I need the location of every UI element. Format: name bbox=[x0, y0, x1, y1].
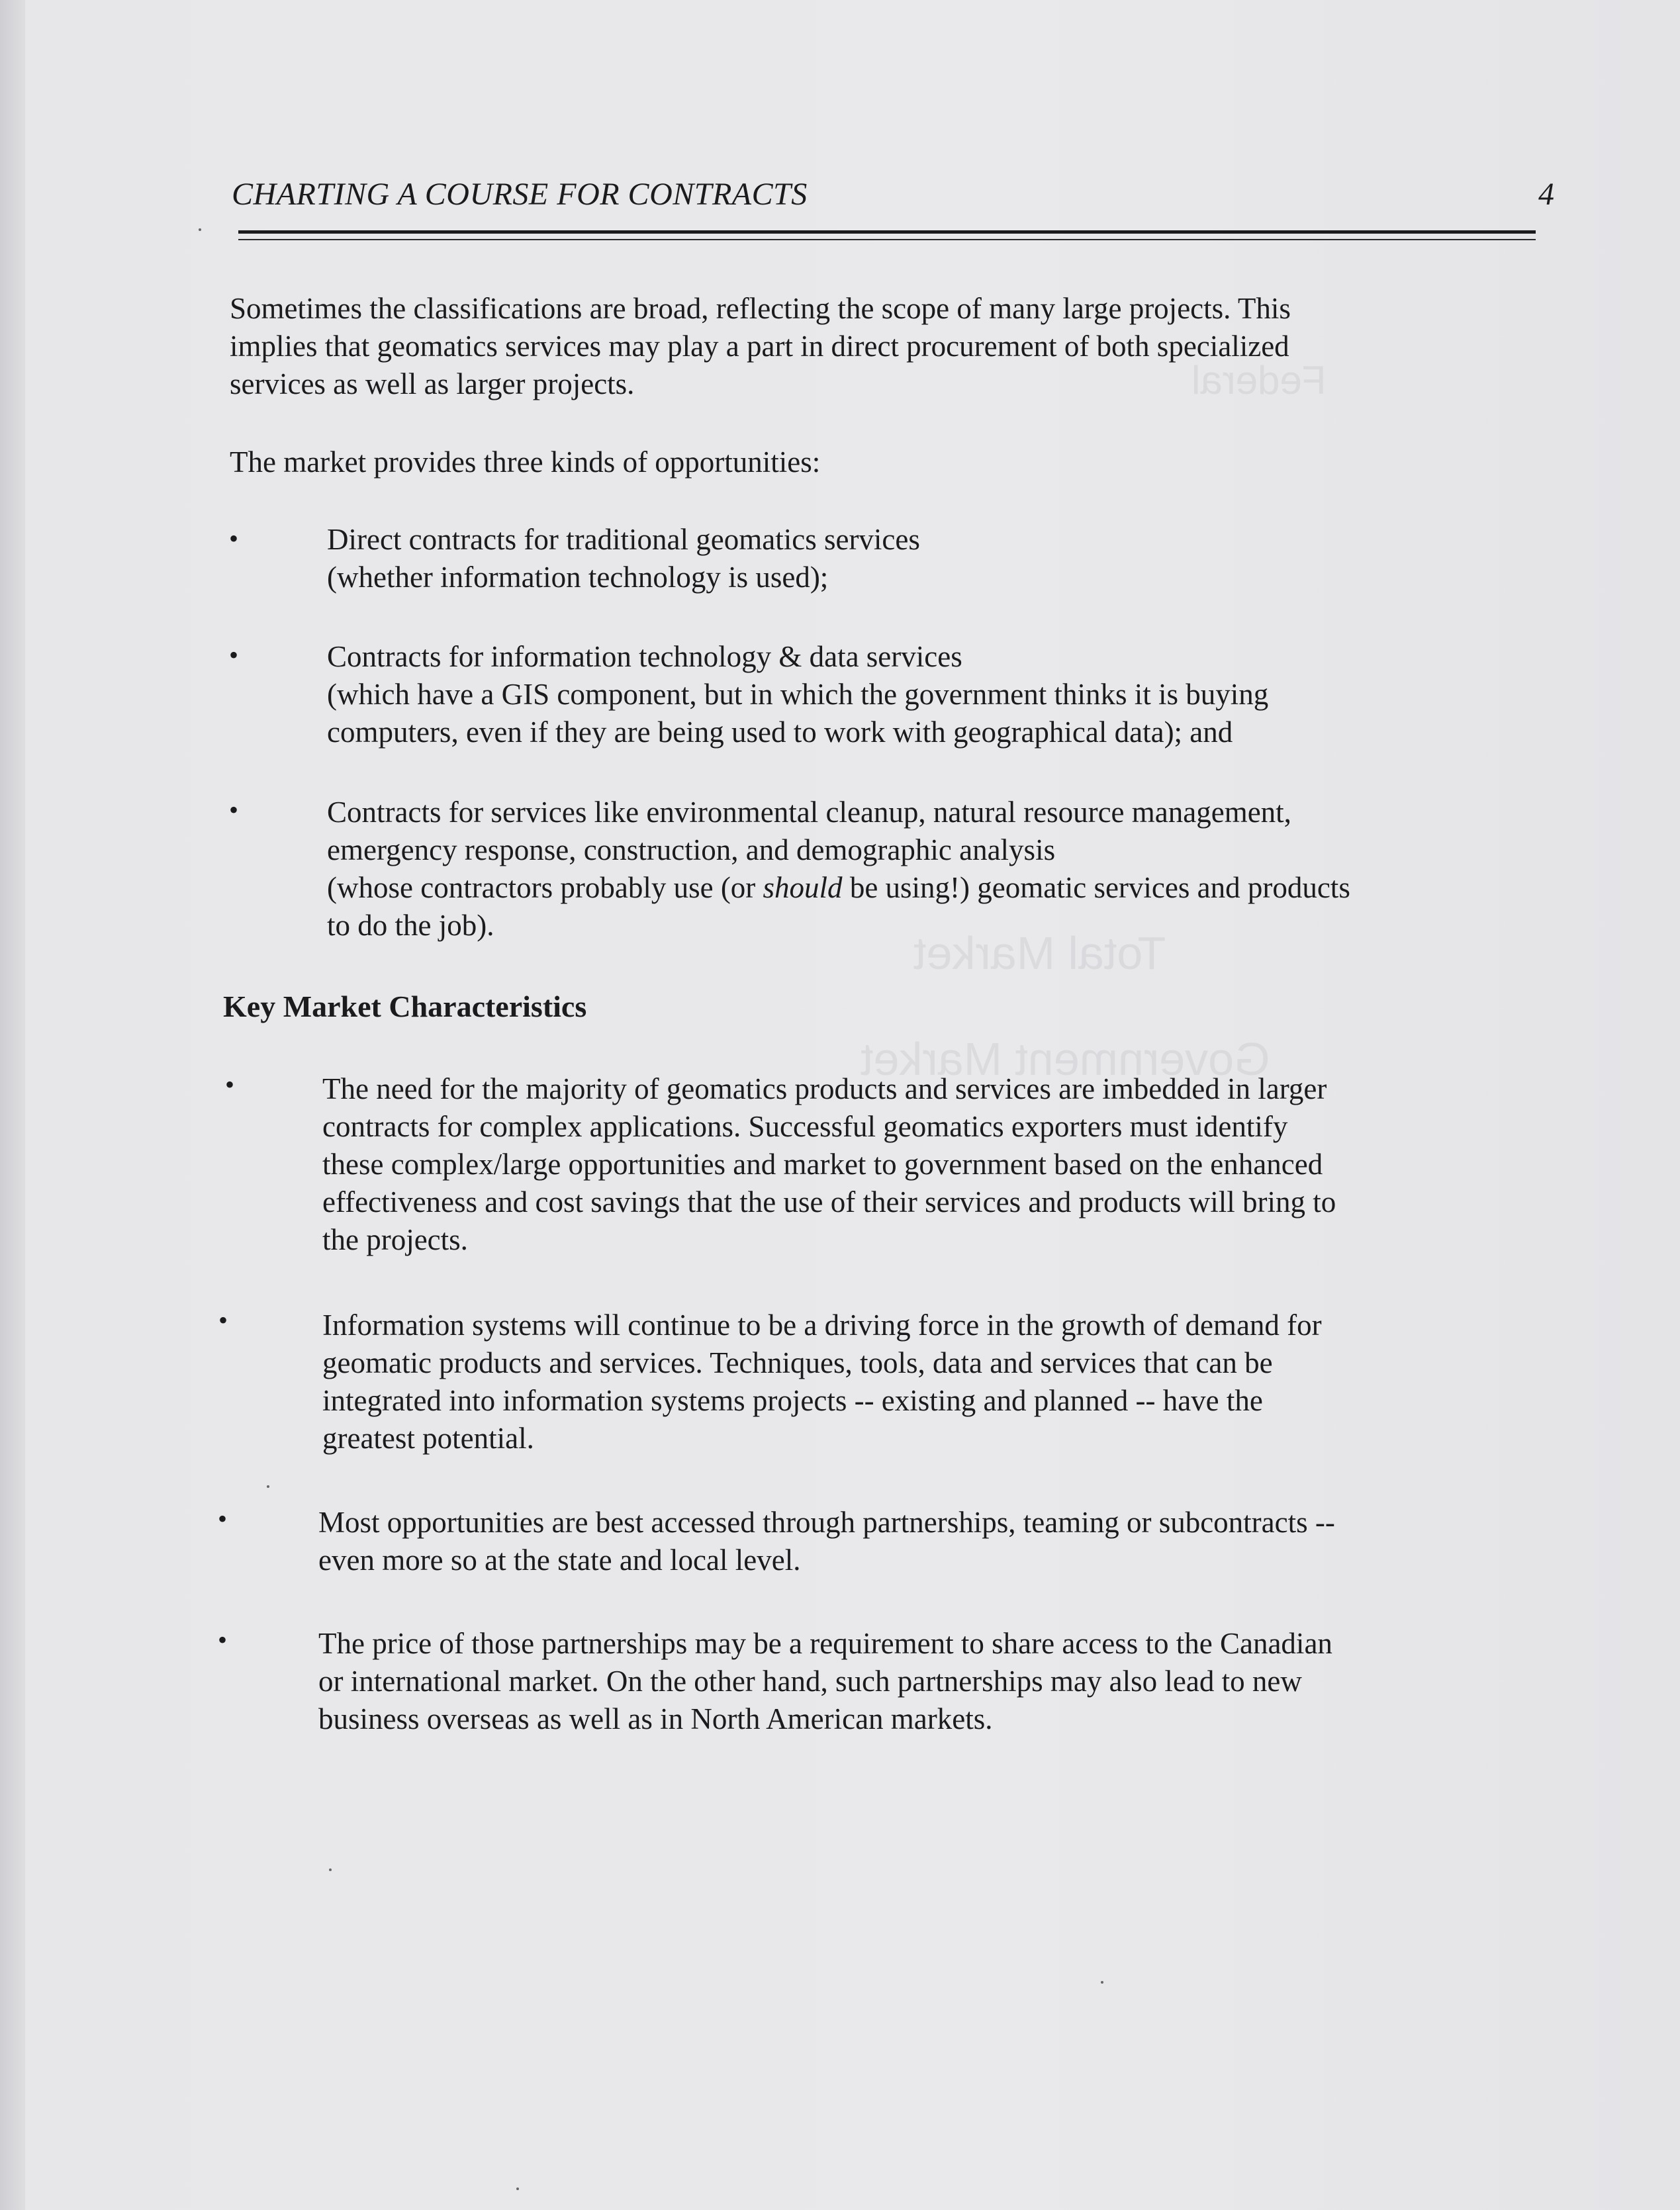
line-segment: (whose contractors probably use (or bbox=[327, 871, 763, 904]
list-item-line: or international market. On the other hand, such partnerships may also lead to new bbox=[318, 1665, 1302, 1698]
list-item-line: contracts for complex applications. Successful geomatics exporters must identify bbox=[322, 1110, 1288, 1143]
list-item-line: The need for the majority of geomatics products and services are imbedded in larger bbox=[322, 1072, 1327, 1105]
list-item-line: (which have a GIS component, but in which the government thinks it is buying bbox=[327, 678, 1269, 711]
page-edge-shadow bbox=[0, 0, 25, 2210]
running-header-title: CHARTING A COURSE FOR CONTRACTS bbox=[232, 177, 808, 212]
bullet-icon: • bbox=[218, 1504, 228, 1534]
intro-line: services as well as larger projects. bbox=[230, 367, 635, 400]
list-item-line: the projects. bbox=[322, 1223, 468, 1256]
list-item-line: (whether information technology is used); bbox=[327, 561, 829, 594]
list-item-line: The price of those partnerships may be a requirement to share access to the Canadian bbox=[318, 1627, 1332, 1660]
page-number: 4 bbox=[1538, 177, 1554, 212]
bullet-icon: • bbox=[218, 1625, 228, 1655]
list-item-line: Direct contracts for traditional geomatics services bbox=[327, 523, 920, 556]
opportunities-lead: The market provides three kinds of opportunities: bbox=[230, 445, 821, 479]
list-item-line: business overseas as well as in North American markets. bbox=[318, 1702, 993, 1735]
emphasis-should: should bbox=[763, 871, 843, 904]
header-rule-thin bbox=[238, 239, 1536, 240]
list-item-line: to do the job). bbox=[327, 909, 494, 942]
bleed-through-text: Government Market bbox=[861, 1033, 1270, 1085]
list-item-line: integrated into information systems projects -- existing and planned -- have the bbox=[322, 1384, 1263, 1417]
list-item-line: Information systems will continue to be a driving force in the growth of demand for bbox=[322, 1309, 1322, 1342]
list-item-line: emergency response, construction, and demographic analysis bbox=[327, 833, 1056, 866]
list-item-line: effectiveness and cost savings that the use of their services and products will bring to bbox=[322, 1185, 1336, 1219]
intro-line: implies that geomatics services may play a part in direct procurement of both specialized bbox=[230, 330, 1289, 363]
header-rule-thick bbox=[238, 230, 1536, 234]
intro-line: Sometimes the classifications are broad, reflecting the scope of many large projects. This bbox=[230, 292, 1291, 325]
list-item-line: geomatic products and services. Techniques, tools, data and services that can be bbox=[322, 1346, 1273, 1379]
bullet-icon: • bbox=[225, 1070, 235, 1099]
bleed-through-text: Federal bbox=[1191, 358, 1327, 402]
list-item-line: these complex/large opportunities and market to government based on the enhanced bbox=[322, 1148, 1323, 1181]
list-item-line: greatest potential. bbox=[322, 1422, 534, 1455]
bullet-icon: • bbox=[229, 524, 239, 553]
scan-speck bbox=[199, 228, 201, 231]
scan-speck bbox=[267, 1485, 269, 1488]
line-segment: be using!) geomatic services and products bbox=[842, 871, 1350, 904]
section-heading: Key Market Characteristics bbox=[223, 990, 587, 1023]
scan-speck bbox=[516, 2187, 519, 2190]
bleed-through-text: Total Market bbox=[913, 927, 1166, 979]
bullet-icon: • bbox=[218, 1305, 228, 1335]
list-item-line: Contracts for services like environmental cleanup, natural resource management, bbox=[327, 796, 1291, 829]
bullet-icon: • bbox=[229, 640, 239, 670]
scan-speck bbox=[1101, 1981, 1103, 1984]
running-header bbox=[232, 176, 1554, 216]
scan-speck bbox=[329, 1868, 332, 1871]
bullet-icon: • bbox=[229, 795, 239, 825]
list-item-line: computers, even if they are being used to work with geographical data); and bbox=[327, 715, 1233, 749]
list-item-line bbox=[327, 869, 1350, 907]
list-item-line: even more so at the state and local level. bbox=[318, 1543, 801, 1577]
list-item-line: Contracts for information technology & data services bbox=[327, 640, 962, 673]
list-item-line: Most opportunities are best accessed through partnerships, teaming or subcontracts -- bbox=[318, 1506, 1335, 1539]
